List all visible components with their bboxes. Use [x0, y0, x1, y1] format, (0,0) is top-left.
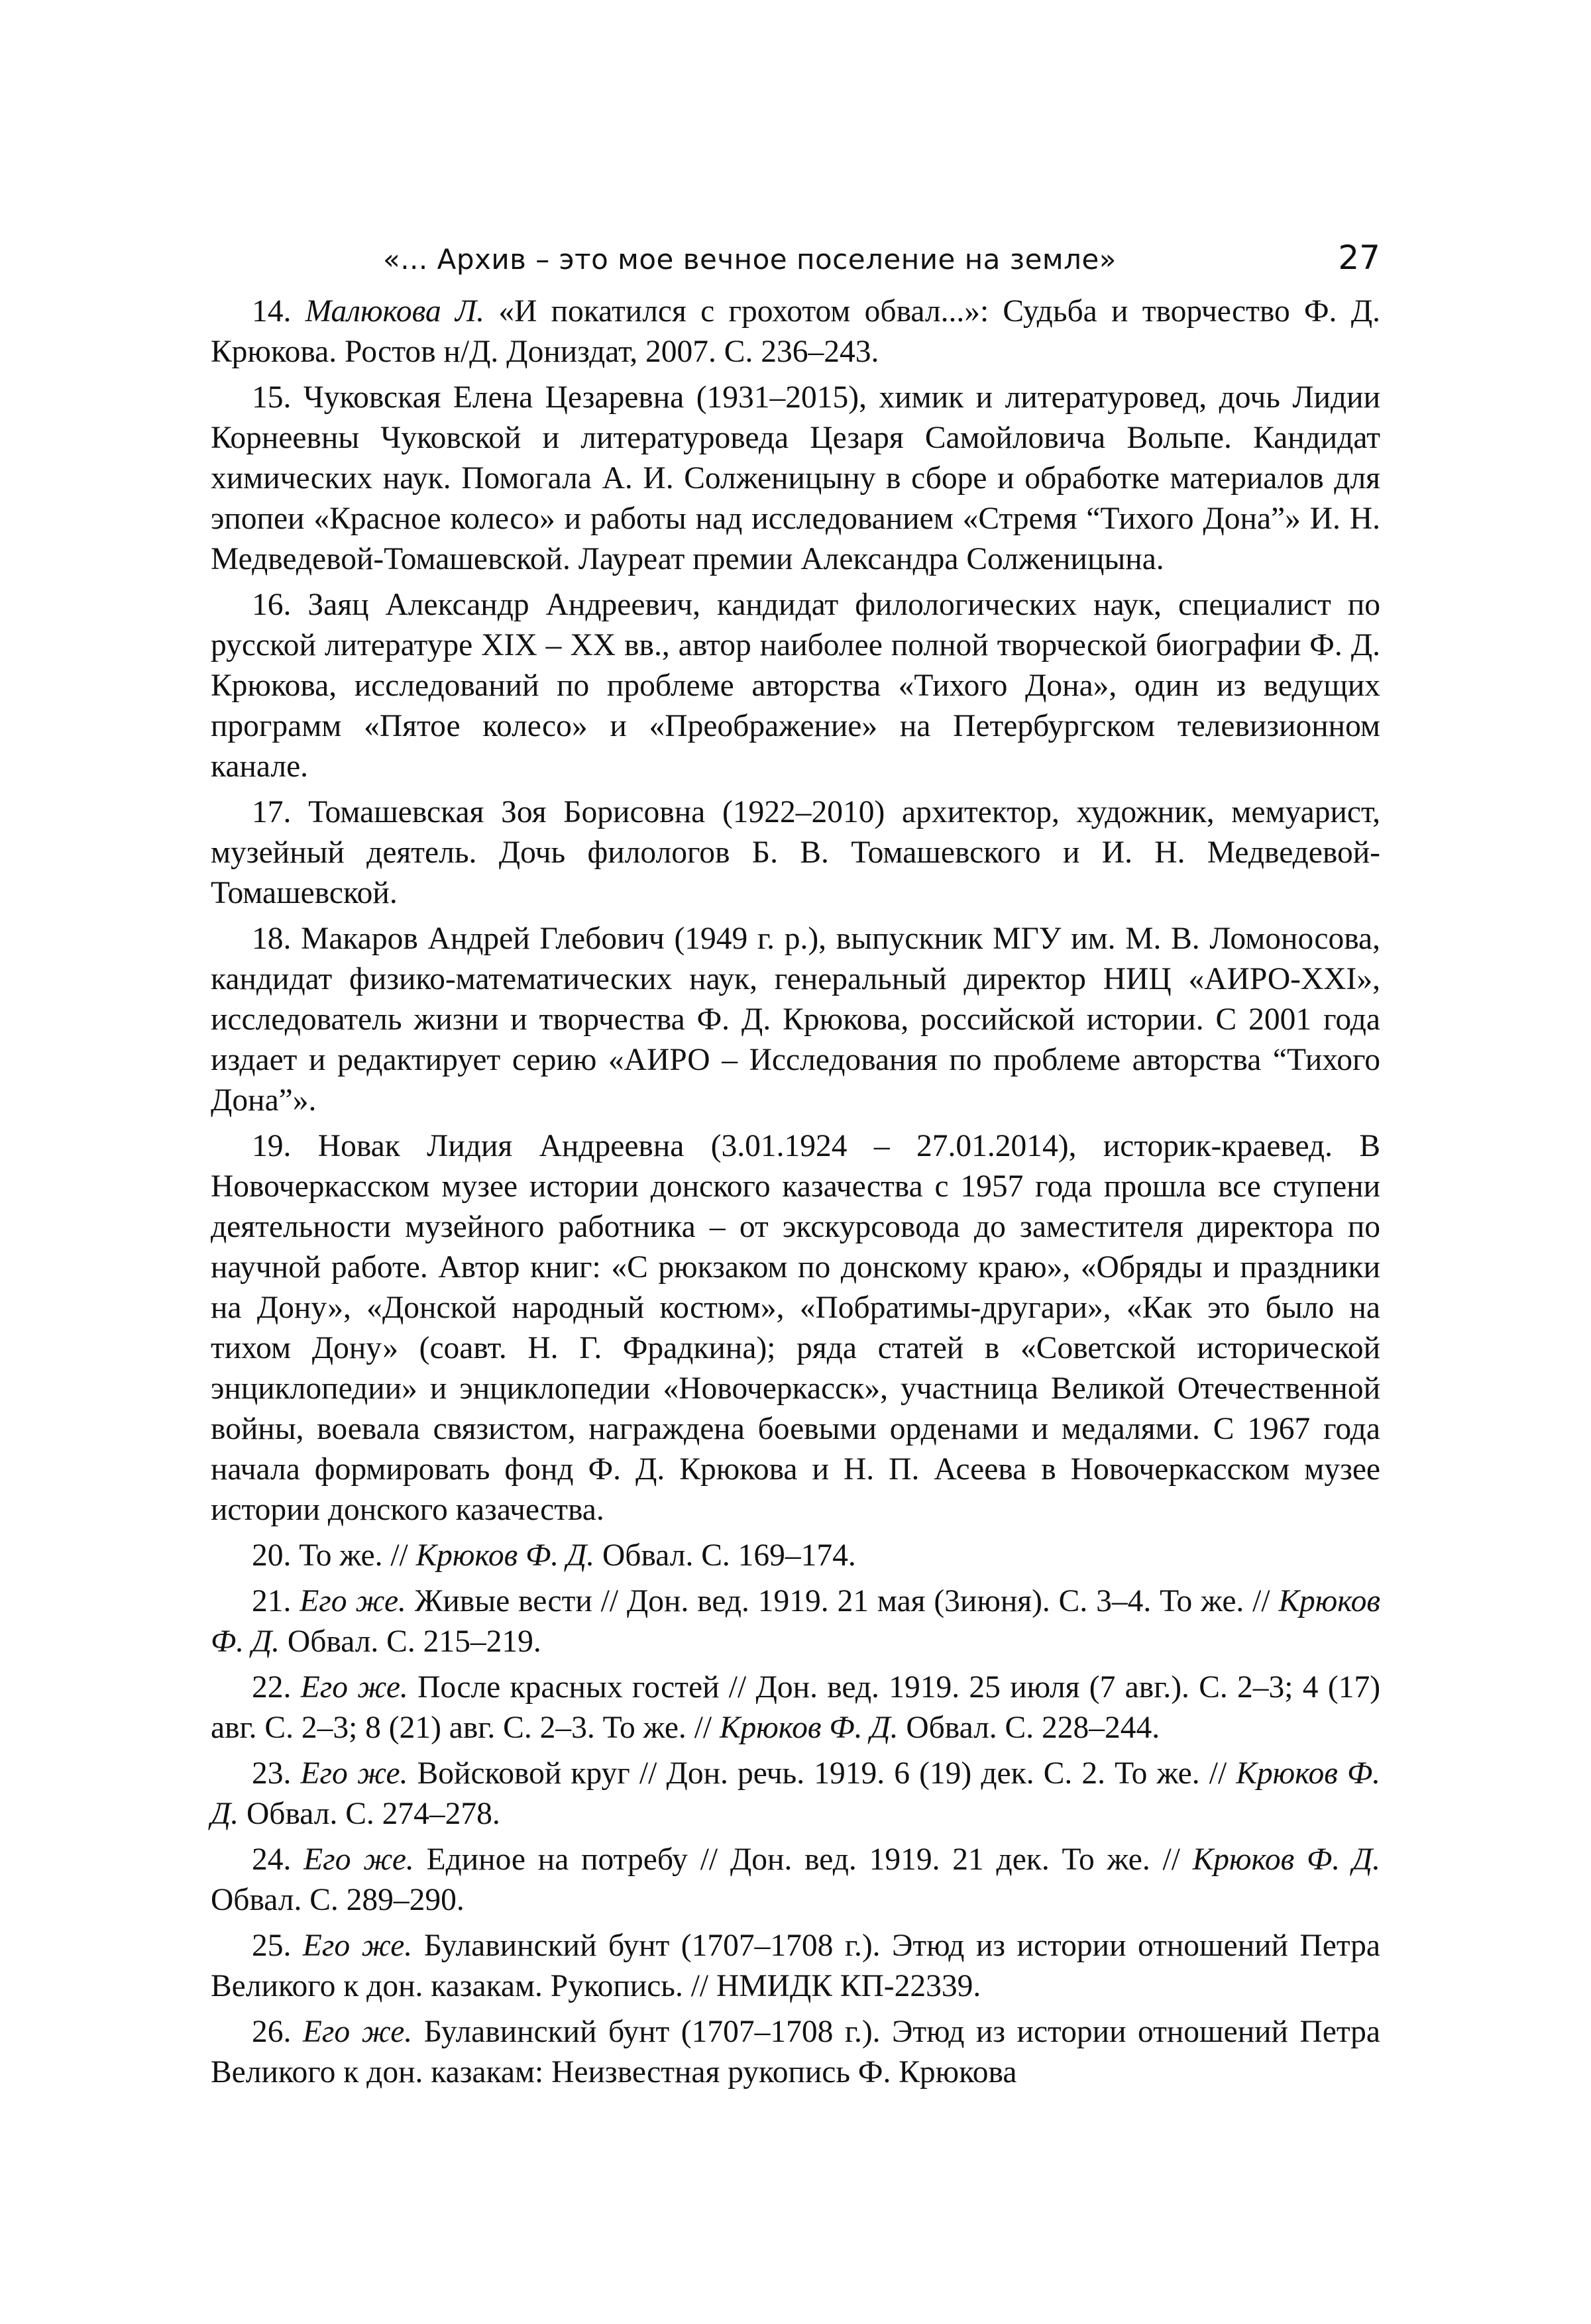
note-19 [211, 1126, 1380, 1530]
note-17 [211, 792, 1380, 914]
note-author: Его же. [300, 1584, 406, 1618]
note-author-2: Крюков Ф. Д. [719, 1711, 899, 1745]
note-26 [211, 2012, 1380, 2093]
note-number: 22. [252, 1670, 292, 1705]
note-text-2: Обвал. С. 289–290. [211, 1883, 465, 1917]
note-text: Томашевская Зоя Борисовна (1922–2010) архитектор, художник, мемуарист, музейный деятель. Дочь филологов Б. В. Томашевского и И. Н. Медведевой-Томашевской. [211, 795, 1381, 910]
note-text-2: Обвал. С. 228–244. [906, 1711, 1160, 1745]
note-author: Его же. [303, 1842, 414, 1877]
note-number: 25. [252, 1928, 292, 1963]
running-title: «... Архив – это мое вечное поселение на земле» [383, 243, 1117, 276]
note-text: Заяц Александр Андреевич, кандидат филологических наук, специалист по русской литературе XIX – XX вв., автор наиболее полной творческой биографии Ф. Д. Крюкова, исследований по проблеме авторства «Тихого Дона», один из ведущих программ «Пятое колесо» и «Преображение» на Петербургском телевизионном канале. [211, 588, 1381, 784]
note-author: Его же. [302, 1928, 413, 1963]
running-header [211, 238, 1380, 282]
page-number: 27 [1338, 238, 1380, 277]
note-text: «И покатился с грохотом обвал...»: Судьба и творчество Ф. Д. Крюкова. Ростов н/Д. Дониздат, 2007. С. 236–243. [211, 294, 1380, 369]
note-18 [211, 919, 1380, 1121]
note-15 [211, 378, 1380, 580]
note-text: Макаров Андрей Глебович (1949 г. р.), выпускник МГУ им. М. В. Ломоносова, кандидат физико-математических наук, генеральный директор НИЦ «АИРО-XXI», исследователь жизни и творчества Ф. Д. Крюкова, российской истории. С 2001 года издает и редактирует серию «АИРО – Исследования по проблеме авторства “Тихого Дона”». [211, 922, 1380, 1118]
note-text-2: Обвал. С. 274–278. [246, 1797, 500, 1831]
note-number: 23. [252, 1756, 292, 1791]
note-separator: // [694, 1711, 712, 1745]
note-author: Его же. [300, 1756, 408, 1791]
note-text: Войсковой круг // Дон. речь. 1919. 6 (19) дек. С. 2. То же. [417, 1756, 1200, 1791]
note-number: 19. [252, 1129, 292, 1163]
endnotes-list [211, 291, 1380, 2093]
note-25 [211, 1926, 1380, 2007]
note-number: 24. [252, 1842, 292, 1877]
note-separator: // [1162, 1842, 1180, 1877]
note-text: Чуковская Елена Цезаревна (1931–2015), химик и литературовед, дочь Лидии Корнеевны Чуковской и литературоведа Цезаря Самойловича Вольпе. Кандидат химических наук. Помогала А. И. Солженицыну в сборе и обработке материалов для эпопеи «Красное колесо» и работы над исследованием «Стремя “Тихого Дона”» И. Н. Медведевой-Томашевской. Лауреат премии Александра Солженицына. [211, 380, 1381, 576]
note-lead: То же. [299, 1538, 383, 1573]
note-text: Новак Лидия Андреевна (3.01.1924 – 27.01.2014), историк-краевед. В Новочеркасском музее истории донского казачества с 1957 года прошла все ступени деятельности музейного работника – от экскурсовода до заместителя директора по научной работе. Автор книг: «С рюкзаком по донскому краю», «Обряды и праздники на Дону», «Донской народный костюм», «Побратимы-другари», «Как это было на тихом Дону» (соавт. Н. Г. Фрадкина); ряда статей в «Советской исторической энциклопедии» и энциклопедии «Новочеркасск», участница Великой Отечественной войны, воевала связистом, награждена боевыми орденами и медалями. С 1967 года начала формировать фонд Ф. Д. Крюкова и Н. П. Асеева в Новочеркасском музее истории донского казачества. [211, 1129, 1381, 1527]
note-text: Обвал. С. 169–174. [602, 1538, 856, 1573]
note-text: Булавинский бунт (1707–1708 г.). Этюд из истории отношений Петра Великого к дон. казакам: Неизвестная рукопись Ф. Крюкова [211, 2015, 1381, 2089]
note-number: 16. [252, 588, 292, 622]
book-page [211, 238, 1380, 2098]
note-23 [211, 1754, 1380, 1834]
note-number: 17. [252, 795, 292, 829]
note-number: 15. [252, 380, 292, 415]
note-number: 14. [252, 294, 292, 329]
note-text: После красных гостей // Дон. вед. 1919. 25 июля (7 авг.). С. 2–3; 4 (17) авг. С. 2–3; 8 (21) авг. С. 2–3. То же. [211, 1670, 1381, 1745]
note-number: 26. [252, 2015, 292, 2049]
note-separator: // [1252, 1584, 1270, 1618]
note-author-2: Крюков Ф. Д. [211, 1584, 1381, 1659]
note-author: Его же. [302, 2015, 413, 2049]
note-text: Единое на потребу // Дон. вед. 1919. 21 дек. То же. [426, 1842, 1150, 1877]
note-number: 20. [252, 1538, 292, 1573]
note-text: Булавинский бунт (1707–1708 г.). Этюд из истории отношений Петра Великого к дон. казакам. Рукопись. // НМИДК КП-22339. [211, 1928, 1381, 2003]
note-24 [211, 1840, 1380, 1921]
note-author: Его же. [300, 1670, 408, 1705]
note-21 [211, 1581, 1380, 1662]
note-number: 18. [252, 922, 292, 956]
note-14 [211, 291, 1380, 372]
note-author: Малюкова Л. [305, 294, 485, 329]
note-16 [211, 585, 1380, 787]
note-text: Живые вести // Дон. вед. 1919. 21 мая (3июня). С. 3–4. То же. [414, 1584, 1244, 1618]
note-author-2: Крюков Ф. Д. [211, 1756, 1381, 1831]
note-20 [211, 1536, 1380, 1576]
note-22 [211, 1667, 1380, 1748]
note-separator: // [1209, 1756, 1227, 1791]
note-text-2: Обвал. С. 215–219. [287, 1624, 541, 1659]
note-author: Крюков Ф. Д. [415, 1538, 595, 1573]
note-author-2: Крюков Ф. Д. [1192, 1842, 1381, 1877]
note-number: 21. [252, 1584, 292, 1618]
note-separator: // [390, 1538, 408, 1573]
